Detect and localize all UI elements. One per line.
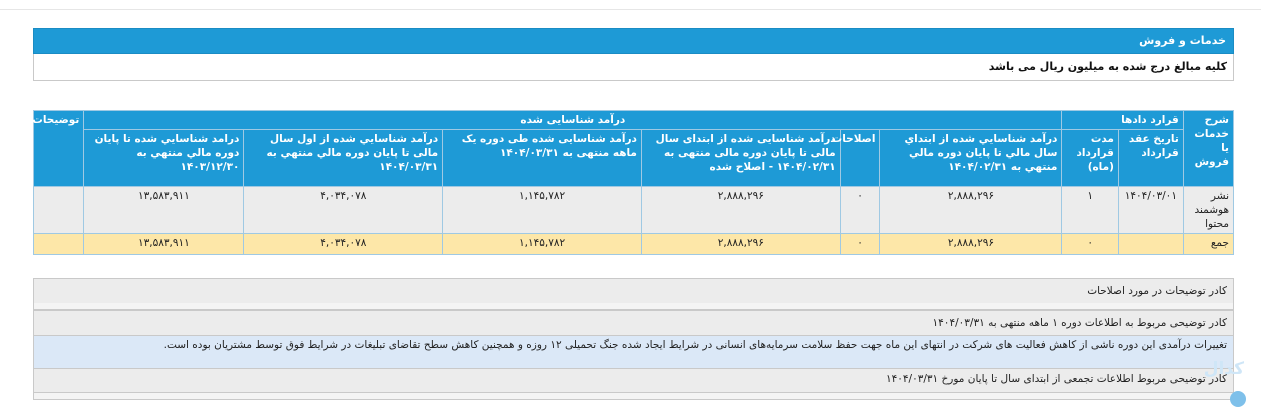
codal-watermark-logo xyxy=(1196,354,1244,384)
top-divider xyxy=(0,9,1261,10)
cell-corrections: ۰ xyxy=(840,187,880,234)
currency-note: کلیه مبالغ درج شده به میلیون ریال می باشد xyxy=(33,54,1234,81)
services-sales-panel xyxy=(33,28,1234,81)
header-recognized-month: درآمد شناسایی شده طی دوره یک ماهه منتهی به ۱۴۰۴/۰۳/۳۱ xyxy=(443,130,642,187)
total-recognized-prior: ۲,۸۸۸,۲۹۶ xyxy=(880,234,1062,255)
total-row xyxy=(34,234,1234,255)
total-label: جمع xyxy=(1183,234,1233,255)
section-title: خدمات و فروش xyxy=(33,28,1234,54)
logo-dot-icon xyxy=(1230,391,1246,407)
total-recognized-prior-corrected: ۲,۸۸۸,۲۹۶ xyxy=(641,234,840,255)
total-recognized-ytd: ۴,۰۳۴,۰۷۸ xyxy=(244,234,443,255)
total-recognized-month: ۱,۱۴۵,۷۸۲ xyxy=(443,234,642,255)
cell-recognized-prior-corrected: ۲,۸۸۸,۲۹۶ xyxy=(641,187,840,234)
header-recognized-revenue: درآمد شناسایی شده xyxy=(84,111,1062,130)
cumulative-frame-title: کادر توضیحی مربوط اطلاعات تجمعی از ابتدای سال تا پایان مورخ ۱۴۰۴/۰۳/۳۱ xyxy=(33,368,1234,393)
cell-contract-date: ۱۴۰۴/۰۳/۰۱ xyxy=(1118,187,1183,234)
cell-recognized-prior: ۲,۸۸۸,۲۹۶ xyxy=(880,187,1062,234)
header-service-desc: شرح خدمات یا فروش xyxy=(1183,111,1233,187)
header-recognized-ytd: درآمد شناسايي شده از اول سال مالی تا پایان دوره مالي منتهي به ۱۴۰۴/۰۳/۳۱ xyxy=(244,130,443,187)
total-corrections: ۰ xyxy=(840,234,880,255)
corrections-frame-body xyxy=(33,303,1234,310)
explanations-panel xyxy=(33,278,1234,400)
cell-service: نشر هوشمند محتوا xyxy=(1183,187,1233,234)
total-contract-date xyxy=(1118,234,1183,255)
watermark-text: کدال xyxy=(1203,359,1244,379)
cumulative-frame-body xyxy=(33,393,1234,400)
header-recognized-prior: درآمد شناسايي شده از ابتداي سال مالي تا پايان دوره مالي منتهي به ۱۴۰۴/۰۲/۳۱ xyxy=(880,130,1062,187)
header-recognized-prior-corrected: درآمد شناسایی شده از ابتدای سال مالی تا پایان دوره مالی منتهی به ۱۴۰۴/۰۲/۳۱ - اصلاح شده xyxy=(641,130,840,187)
cell-recognized-prev-year: ۱۳,۵۸۳,۹۱۱ xyxy=(84,187,244,234)
header-contract-date: تاریخ عقد قرارداد xyxy=(1118,130,1183,187)
header-duration: مدت قرارداد (ماه) xyxy=(1062,130,1119,187)
header-recognized-prev-year: درامد شناسايي شده تا پايان دوره مالي منتهي به ۱۴۰۳/۱۲/۳۰ xyxy=(84,130,244,187)
header-notes: توضیحات xyxy=(34,111,84,187)
total-notes xyxy=(34,234,84,255)
revenue-table xyxy=(33,110,1234,255)
corrections-frame-title: کادر توضیحات در مورد اصلاحات xyxy=(33,278,1234,303)
cell-recognized-ytd: ۴,۰۳۴,۰۷۸ xyxy=(244,187,443,234)
table-row xyxy=(34,187,1234,234)
header-corrections: اصلاحات xyxy=(840,130,880,187)
cell-notes xyxy=(34,187,84,234)
header-contracts: قرارد دادها xyxy=(1062,111,1183,130)
monthly-frame-text: تغییرات درآمدی این دوره ناشی از کاهش فعالیت های شرکت در انتهای این ماه جهت حفظ سلامت سرمایه‌های انسانی در شرایط ایجاد شده جنگ تحمیلی ۱۲ روزه و همچنین کاهش سطح تقاضای تبلیغات در شرایط فوق توسط مشتریان بوده است. xyxy=(33,335,1234,368)
monthly-frame-title: کادر توضیحی مربوط به اطلاعات دوره ۱ ماهه منتهی به ۱۴۰۴/۰۳/۳۱ xyxy=(33,310,1234,335)
cell-duration: ۱ xyxy=(1062,187,1119,234)
cell-recognized-month: ۱,۱۴۵,۷۸۲ xyxy=(443,187,642,234)
total-recognized-prev-year: ۱۳,۵۸۳,۹۱۱ xyxy=(84,234,244,255)
total-duration: ۰ xyxy=(1062,234,1119,255)
